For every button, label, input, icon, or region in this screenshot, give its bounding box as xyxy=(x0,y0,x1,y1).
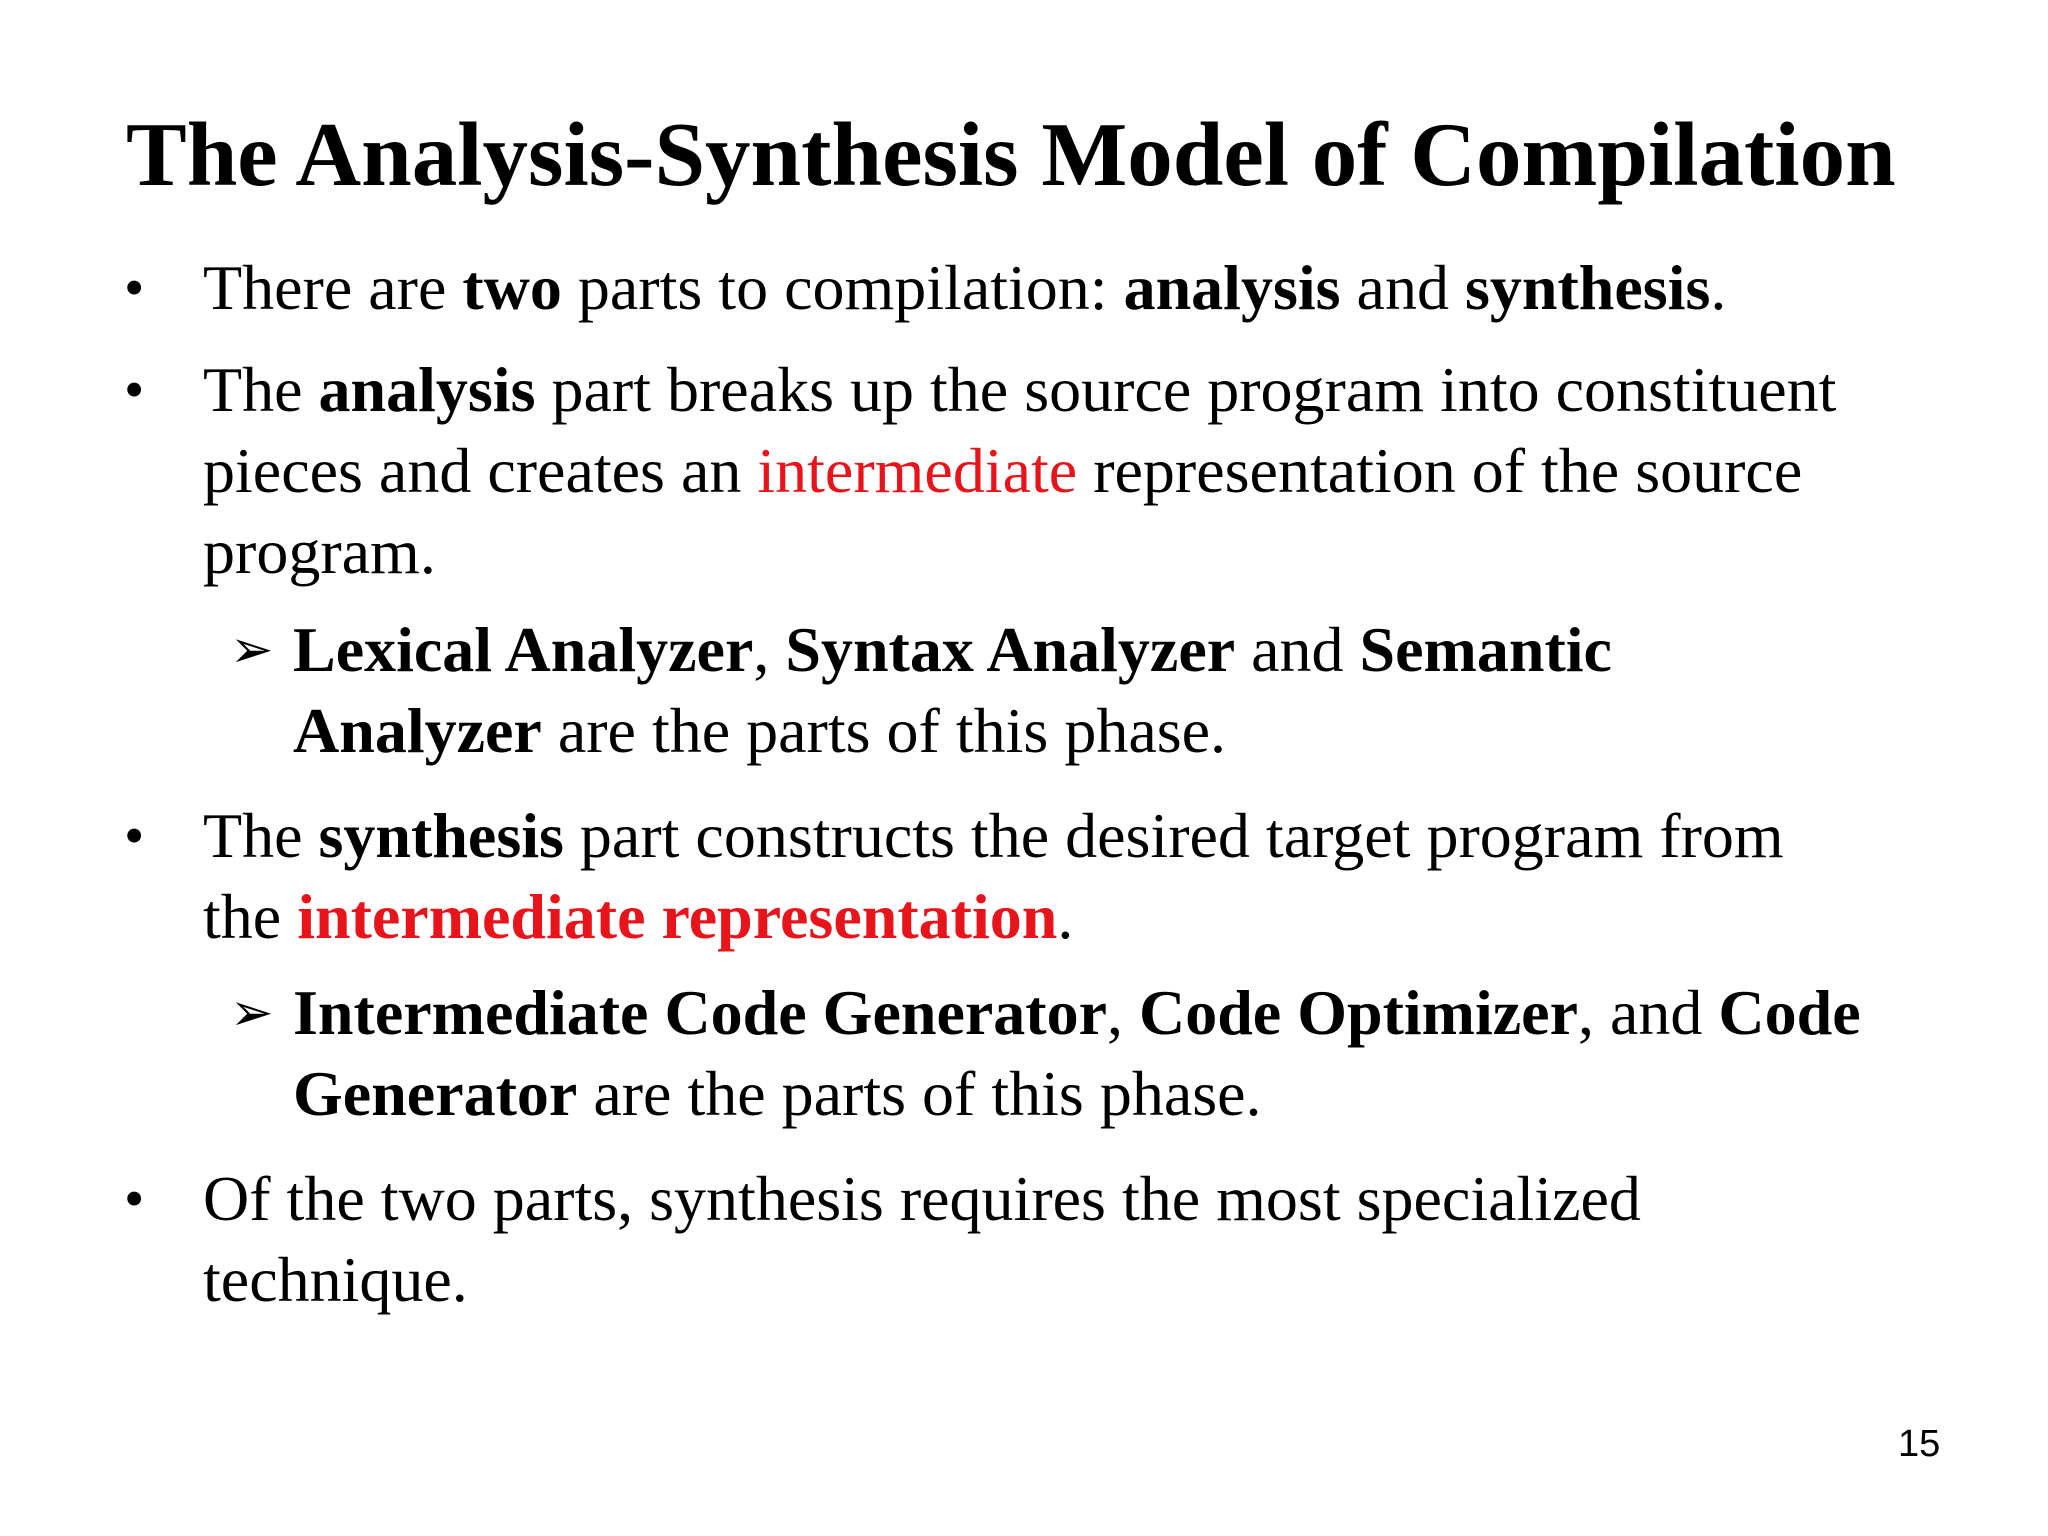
text-run: part constructs the desired target program from xyxy=(563,800,1784,871)
highlight-text: intermediate representation xyxy=(297,881,1058,952)
text-run: program. xyxy=(203,516,436,587)
text-run: part breaks up the source program into constituent xyxy=(535,354,1837,425)
emphasis-text: analysis xyxy=(1123,252,1341,323)
text-run: , xyxy=(753,614,786,685)
text-run: representation of the source xyxy=(1077,435,1803,506)
emphasis-text: Lexical Analyzer xyxy=(293,614,754,685)
text-run: , and xyxy=(1577,977,1719,1048)
sub-bullet-1-line-2 xyxy=(293,690,1226,772)
bullet-2-line-1 xyxy=(203,349,1836,431)
emphasis-text: Code Optimizer xyxy=(1138,977,1578,1048)
sub-bullet-1-line-1 xyxy=(293,609,1612,691)
bullet-icon: • xyxy=(124,1166,145,1231)
sub-bullet-2-line-1 xyxy=(293,972,1861,1054)
bullet-4-line-2 xyxy=(203,1239,468,1321)
emphasis-text: Intermediate Code Generator xyxy=(293,977,1107,1048)
arrow-bullet-icon: ➢ xyxy=(230,620,274,680)
text-run: The xyxy=(203,800,319,871)
sub-bullet-2-line-2 xyxy=(293,1053,1262,1135)
page-number: 15 xyxy=(1898,1423,1941,1465)
text-run: , xyxy=(1106,977,1139,1048)
slide-title: The Analysis-Synthesis Model of Compilation xyxy=(126,104,1896,205)
emphasis-text: Syntax Analyzer xyxy=(785,614,1236,685)
text-run: technique. xyxy=(203,1244,468,1315)
text-run: and xyxy=(1235,614,1360,685)
text-run: . xyxy=(1710,252,1727,323)
bullet-icon: • xyxy=(124,357,145,422)
emphasis-text: Semantic xyxy=(1359,614,1612,685)
bullet-3-line-1 xyxy=(203,795,1784,877)
text-run: parts to compilation: xyxy=(561,252,1124,323)
emphasis-text: two xyxy=(462,252,562,323)
text-run: . xyxy=(1057,881,1074,952)
bullet-1 xyxy=(203,247,1726,329)
bullet-icon: • xyxy=(124,803,145,868)
bullet-2-line-3 xyxy=(203,511,436,593)
text-run: The xyxy=(203,354,319,425)
highlight-text: intermediate xyxy=(757,435,1078,506)
text-run: and xyxy=(1340,252,1465,323)
bullet-4-line-1 xyxy=(203,1158,1641,1240)
emphasis-text: synthesis xyxy=(1464,252,1711,323)
text-run: Of the two parts, synthesis requires the most specialized xyxy=(203,1163,1641,1234)
text-run: are the parts of this phase. xyxy=(541,695,1227,766)
bullet-2-line-2 xyxy=(203,430,1802,512)
emphasis-text: Generator xyxy=(293,1058,578,1129)
emphasis-text: Analyzer xyxy=(293,695,542,766)
bullet-3-line-2 xyxy=(203,876,1073,958)
text-run: are the parts of this phase. xyxy=(577,1058,1262,1129)
emphasis-text: analysis xyxy=(318,354,536,425)
text-run: There are xyxy=(203,252,463,323)
emphasis-text: synthesis xyxy=(318,800,564,871)
bullet-icon: • xyxy=(124,255,145,320)
text-run: the xyxy=(203,881,298,952)
arrow-bullet-icon: ➢ xyxy=(230,983,274,1043)
text-run: pieces and creates an xyxy=(203,435,758,506)
emphasis-text: Code xyxy=(1718,977,1861,1048)
